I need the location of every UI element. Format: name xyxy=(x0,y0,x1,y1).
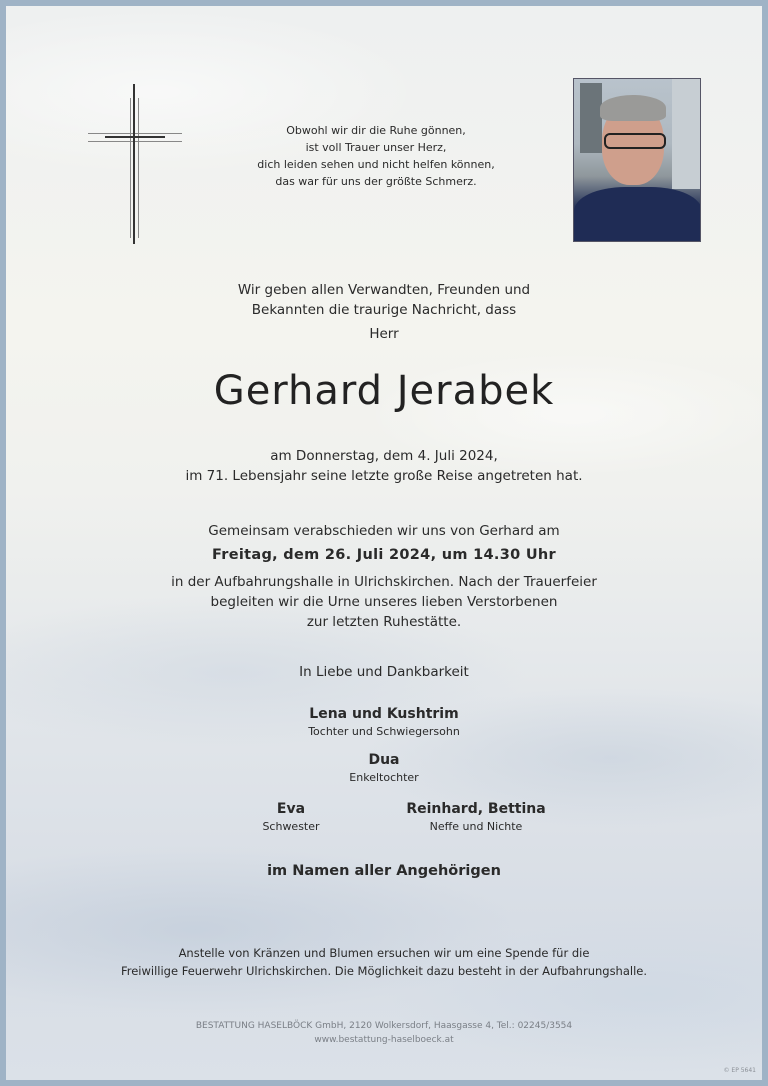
poem-line: Obwohl wir dir die Ruhe gönnen, xyxy=(286,124,466,137)
intro-line: Wir geben allen Verwandten, Freunden und xyxy=(237,282,531,298)
donation-line: Anstelle von Kränzen und Blumen ersuchen wir um eine Spende für die xyxy=(178,946,590,960)
farewell-date: Freitag, dem 26. Juli 2024, um 14.30 Uhr xyxy=(212,547,556,563)
relative-entry xyxy=(221,801,361,833)
poem xyxy=(236,122,516,190)
relative-entry xyxy=(6,706,762,738)
portrait-photo xyxy=(573,78,701,242)
relative-name: Reinhard, Bettina xyxy=(406,801,546,817)
poem-line: das war für uns der größte Schmerz. xyxy=(275,175,477,188)
farewell-intro: Gemeinsam verabschieden wir uns von Gerhard am xyxy=(208,523,560,539)
funeral-home-footer xyxy=(6,1019,762,1047)
relative-entry xyxy=(6,752,762,784)
relative-name: Dua xyxy=(368,752,400,768)
place-line: in der Aufbahrungshalle in Ulrichskirchen. Nach der Trauerfeier xyxy=(171,574,597,590)
place-line: zur letzten Ruhestätte. xyxy=(306,614,462,630)
relative-role: Enkeltochter xyxy=(349,771,419,784)
closing-love: In Liebe und Dankbarkeit xyxy=(299,664,469,680)
death-line: im 71. Lebensjahr seine letzte große Reise angetreten hat. xyxy=(185,468,583,484)
deceased-name: Gerhard Jerabek xyxy=(213,368,555,414)
relative-name: Lena und Kushtrim xyxy=(309,706,459,722)
closing-signature: im Namen aller Angehörigen xyxy=(267,863,501,879)
salutation: Herr xyxy=(369,326,399,342)
donation-note xyxy=(6,944,762,980)
ceremony-place xyxy=(6,572,762,632)
footer-address: BESTATTUNG HASELBÖCK GmbH, 2120 Wolkersdorf, Haasgasse 4, Tel.: 02245/3554 xyxy=(195,1021,573,1031)
relative-name: Eva xyxy=(276,801,306,817)
death-notice xyxy=(6,446,762,486)
death-line: am Donnerstag, dem 4. Juli 2024, xyxy=(270,448,498,464)
footer-website: www.bestattung-haselboeck.at xyxy=(314,1035,454,1045)
donation-line: Freiwillige Feuerwehr Ulrichskirchen. Die Möglichkeit dazu besteht in der Aufbahrungshalle. xyxy=(120,964,648,978)
relative-role: Neffe und Nichte xyxy=(429,820,523,833)
corner-code: © EP 5641 xyxy=(723,1067,756,1074)
relative-role: Schwester xyxy=(262,820,320,833)
relative-role: Tochter und Schwiegersohn xyxy=(308,725,460,738)
intro-line: Bekannten die traurige Nachricht, dass xyxy=(251,302,517,318)
poem-line: dich leiden sehen und nicht helfen können, xyxy=(257,158,495,171)
announcement-intro xyxy=(6,280,762,320)
place-line: begleiten wir die Urne unseres lieben Verstorbenen xyxy=(210,594,558,610)
relative-entry xyxy=(391,801,561,833)
obituary-card xyxy=(6,6,762,1080)
poem-line: ist voll Trauer unser Herz, xyxy=(305,141,447,154)
